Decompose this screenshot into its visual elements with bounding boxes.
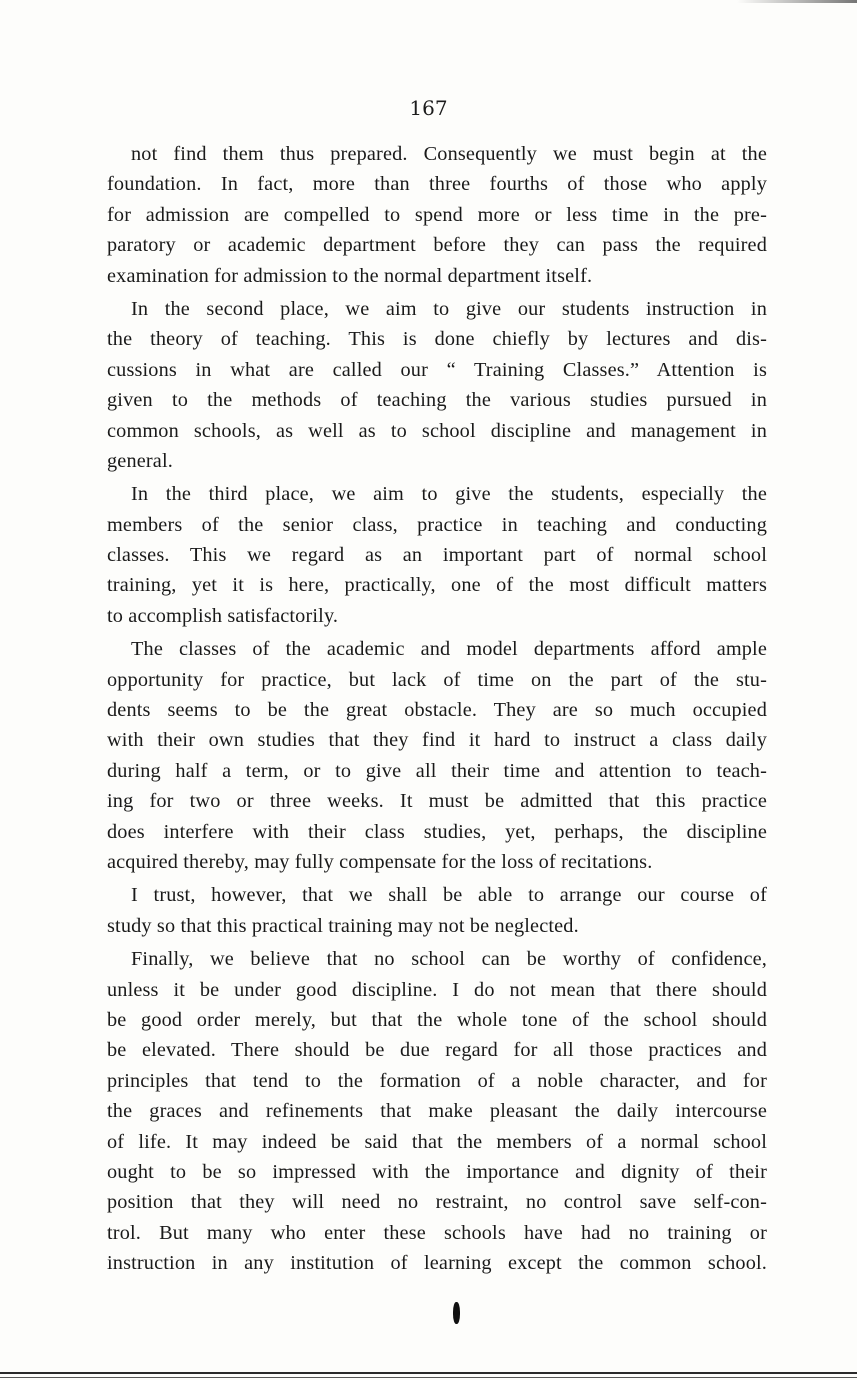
- ink-blot: [453, 1302, 460, 1324]
- text-line: foundation. In fact, more than three fourths of those who apply: [107, 173, 767, 196]
- text-line: trol. But many who enter these schools have had no training or: [107, 1221, 767, 1244]
- text-line: paratory or academic department before they can pass the required: [107, 234, 767, 257]
- paragraph: [107, 479, 767, 631]
- text-line: I trust, however, that we shall be able to arrange our course of: [131, 884, 767, 907]
- text-line: common schools, as well as to school discipline and management in: [107, 419, 767, 442]
- text-line: to accomplish satisfactorily.: [107, 604, 339, 627]
- paragraph: [107, 634, 767, 877]
- body-text: [107, 139, 767, 1281]
- text-line: training, yet it is here, practically, one of the most difficult matters: [107, 574, 767, 597]
- text-line: unless it be under good discipline. I do not mean that there should: [107, 978, 767, 1001]
- page-number: 167: [409, 96, 448, 120]
- text-line: examination for admission to the normal department itself.: [107, 264, 593, 287]
- text-line: the graces and refinements that make pleasant the daily intercourse: [107, 1100, 767, 1123]
- paragraph: [107, 139, 767, 291]
- text-line: position that they will need no restraint, no control save self-con-: [107, 1191, 767, 1214]
- text-line: be elevated. There should be due regard for all those practices and: [107, 1039, 767, 1062]
- text-line: study so that this practical training may not be neglected.: [107, 914, 579, 937]
- text-line: instruction in any institution of learning except the common school.: [107, 1252, 767, 1275]
- text-line: of life. It may indeed be said that the members of a normal school: [107, 1130, 767, 1153]
- text-line: given to the methods of teaching the various studies pursued in: [107, 389, 767, 412]
- text-line: acquired thereby, may fully compensate for the loss of recitations.: [107, 850, 653, 873]
- top-edge-rule: [737, 0, 857, 3]
- text-line: Finally, we believe that no school can be worthy of confidence,: [131, 948, 767, 971]
- text-line: In the second place, we aim to give our students instruction in: [131, 297, 767, 320]
- text-line: with their own studies that they find it hard to instruct a class daily: [107, 729, 767, 752]
- text-line: opportunity for practice, but lack of time on the part of the stu-: [107, 668, 767, 691]
- text-line: the theory of teaching. This is done chiefly by lectures and dis-: [107, 328, 767, 351]
- text-line: The classes of the academic and model departments afford ample: [131, 638, 767, 661]
- paragraph: [107, 944, 767, 1278]
- text-line: for admission are compelled to spend more or less time in the pre-: [107, 203, 767, 226]
- text-line: classes. This we regard as an important part of normal school: [107, 544, 767, 567]
- text-line: cussions in what are called our “ Training Classes.” Attention is: [107, 358, 767, 381]
- paragraph: [107, 294, 767, 476]
- text-line: principles that tend to the formation of a noble character, and for: [107, 1069, 767, 1092]
- text-line: In the third place, we aim to give the students, especially the: [131, 483, 767, 506]
- text-line: does interfere with their class studies, yet, perhaps, the discipline: [107, 820, 767, 843]
- paragraph: [107, 880, 767, 941]
- text-line: ought to be so impressed with the importance and dignity of their: [107, 1160, 767, 1183]
- text-line: general.: [107, 449, 173, 472]
- bottom-edge-rule-thin: [0, 1377, 857, 1378]
- text-line: not find them thus prepared. Consequently we must begin at the: [131, 143, 767, 165]
- text-line: dents seems to be the great obstacle. They are so much occupied: [107, 699, 767, 722]
- text-line: ing for two or three weeks. It must be admitted that this practice: [107, 790, 767, 813]
- text-line: during half a term, or to give all their time and attention to teach-: [107, 759, 767, 782]
- text-line: members of the senior class, practice in teaching and conducting: [107, 513, 767, 536]
- text-line: be good order merely, but that the whole tone of the school should: [107, 1008, 767, 1031]
- bottom-edge-rule: [0, 1372, 857, 1374]
